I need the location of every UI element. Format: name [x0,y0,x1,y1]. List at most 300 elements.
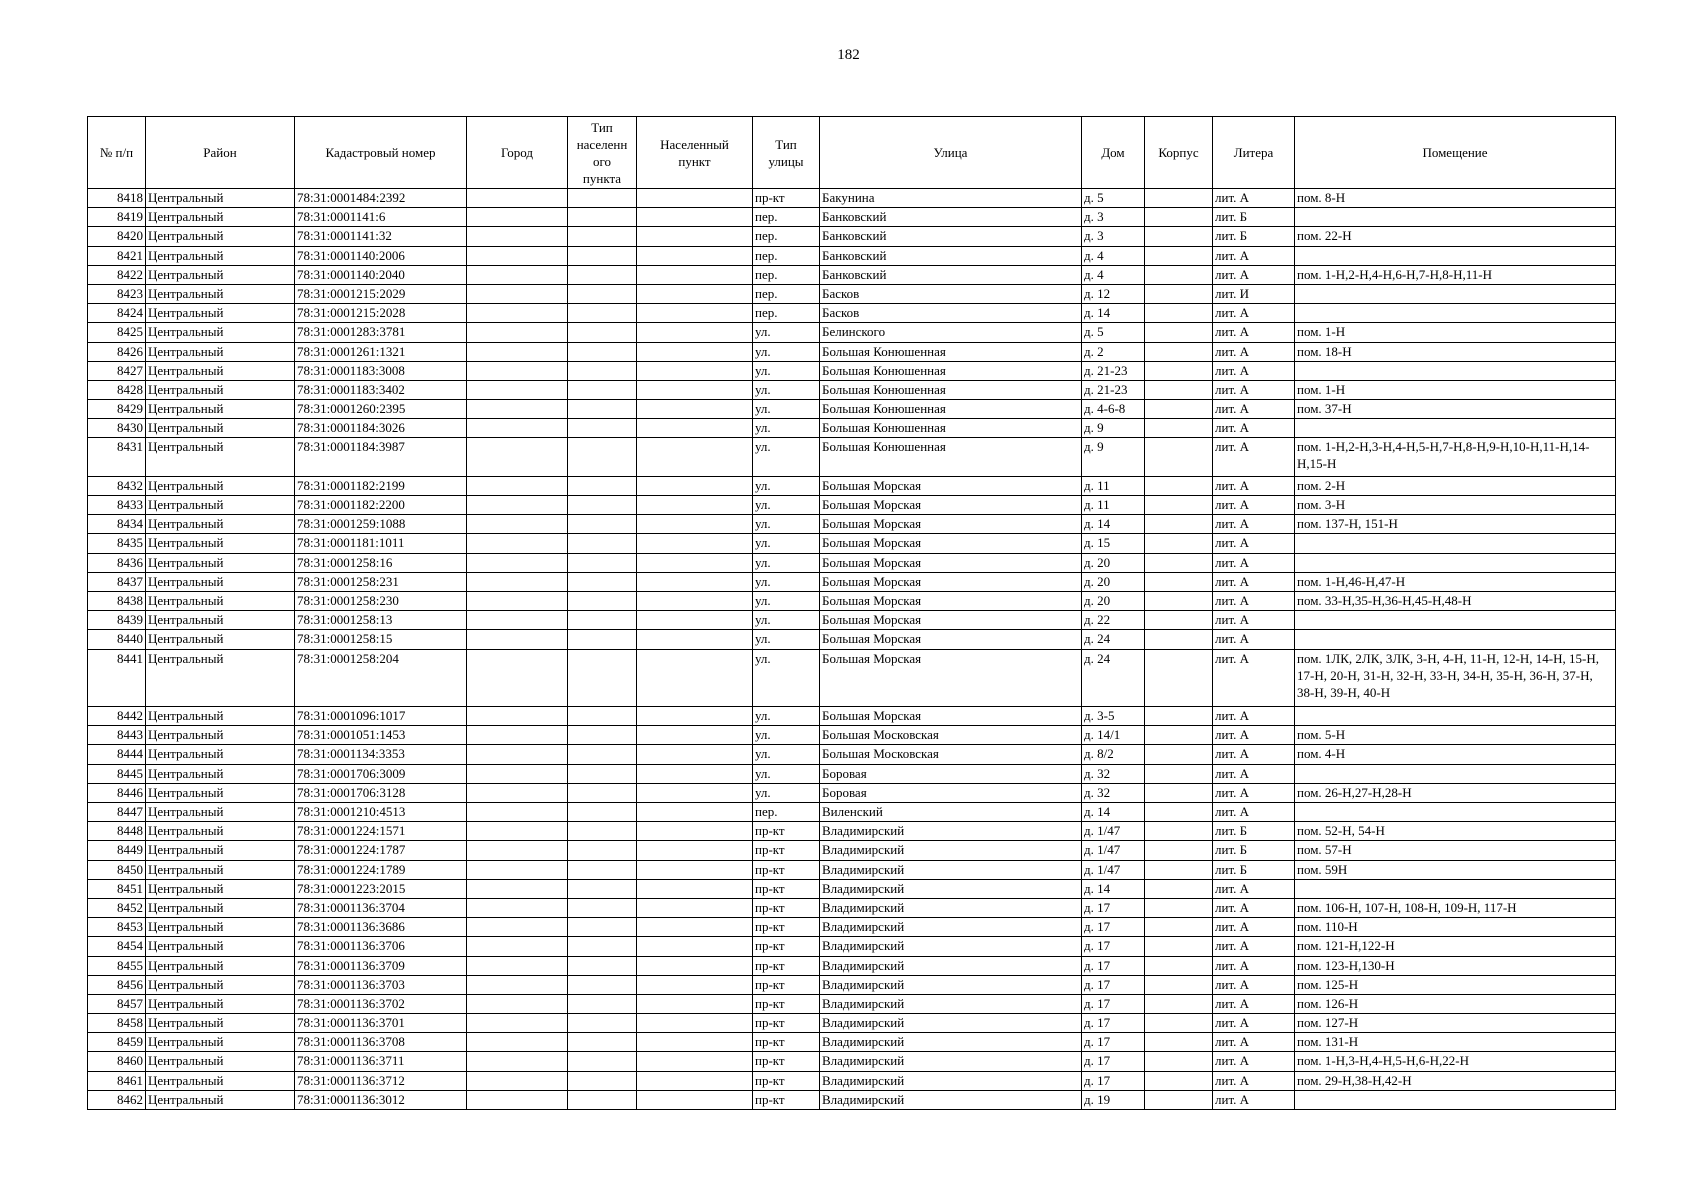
cell-letter: лит. А [1213,342,1295,361]
cell-building [1145,1071,1213,1090]
cell-settlement-type [568,1052,637,1071]
cell-street-type: пр-кт [753,1071,820,1090]
cell-district: Центральный [146,572,295,591]
cell-house: д. 12 [1082,284,1145,303]
cell-cadastral-number: 78:31:0001136:3702 [295,994,467,1013]
cell-row-number: 8455 [88,956,146,975]
table-row [88,476,1616,495]
cell-city [467,1014,568,1033]
cell-settlement-type [568,1014,637,1033]
cell-premises: пом. 1-Н,46-Н,47-Н [1295,572,1616,591]
cell-settlement [637,304,753,323]
cell-row-number: 8449 [88,841,146,860]
cell-street: Белинского [820,323,1082,342]
cell-house: д. 17 [1082,1014,1145,1033]
cell-house: д. 14 [1082,879,1145,898]
cell-premises: пом. 126-Н [1295,994,1616,1013]
cell-settlement [637,918,753,937]
cell-cadastral-number: 78:31:0001224:1787 [295,841,467,860]
cell-row-number: 8441 [88,649,146,707]
cell-building [1145,879,1213,898]
cell-street: Владимирский [820,994,1082,1013]
cell-house: д. 14 [1082,304,1145,323]
cell-letter: лит. А [1213,553,1295,572]
cell-building [1145,841,1213,860]
cell-premises: пом. 1-Н,2-Н,4-Н,6-Н,7-Н,8-Н,11-Н [1295,265,1616,284]
cell-street: Большая Морская [820,515,1082,534]
header-row [88,117,1616,189]
cell-district: Центральный [146,745,295,764]
cell-row-number: 8434 [88,515,146,534]
cell-street: Большая Морская [820,630,1082,649]
cell-district: Центральный [146,994,295,1013]
cell-district: Центральный [146,361,295,380]
cell-building [1145,649,1213,707]
header-street: Улица [820,117,1082,189]
cell-city [467,1090,568,1109]
cell-row-number: 8459 [88,1033,146,1052]
cell-cadastral-number: 78:31:0001181:1011 [295,534,467,553]
cell-city [467,189,568,208]
cell-house: д. 8/2 [1082,745,1145,764]
cell-settlement-type [568,879,637,898]
cell-city [467,707,568,726]
cell-cadastral-number: 78:31:0001183:3402 [295,380,467,399]
cell-street-type: ул. [753,553,820,572]
cell-district: Центральный [146,419,295,438]
cell-city [467,553,568,572]
cell-street-type: пер. [753,265,820,284]
cell-letter: лит. А [1213,380,1295,399]
header-letter: Литера [1213,117,1295,189]
cell-street-type: пр-кт [753,994,820,1013]
cell-district: Центральный [146,1033,295,1052]
cell-letter: лит. А [1213,803,1295,822]
cell-cadastral-number: 78:31:0001136:3703 [295,975,467,994]
header-district: Район [146,117,295,189]
cell-settlement [637,284,753,303]
table-row [88,918,1616,937]
cell-premises: пом. 106-Н, 107-Н, 108-Н, 109-Н, 117-Н [1295,898,1616,917]
cell-settlement-type [568,361,637,380]
cell-building [1145,783,1213,802]
cell-premises: пом. 110-Н [1295,918,1616,937]
cell-row-number: 8433 [88,496,146,515]
cell-house: д. 22 [1082,611,1145,630]
cell-district: Центральный [146,284,295,303]
cell-cadastral-number: 78:31:0001051:1453 [295,726,467,745]
cell-settlement-type [568,803,637,822]
cell-district: Центральный [146,342,295,361]
cell-house: д. 1/47 [1082,822,1145,841]
cell-letter: лит. А [1213,649,1295,707]
cell-settlement [637,1014,753,1033]
cell-letter: лит. А [1213,189,1295,208]
cell-letter: лит. А [1213,918,1295,937]
cell-cadastral-number: 78:31:0001136:3708 [295,1033,467,1052]
cell-settlement [637,803,753,822]
cell-row-number: 8437 [88,572,146,591]
cell-cadastral-number: 78:31:0001096:1017 [295,707,467,726]
cell-settlement-type [568,841,637,860]
cell-row-number: 8457 [88,994,146,1013]
cell-street: Владимирский [820,918,1082,937]
cell-settlement-type [568,208,637,227]
cell-settlement-type [568,1090,637,1109]
cell-city [467,994,568,1013]
cell-city [467,246,568,265]
cell-letter: лит. А [1213,745,1295,764]
cell-street-type: пр-кт [753,879,820,898]
cell-street-type: пр-кт [753,1090,820,1109]
cell-settlement-type [568,822,637,841]
cell-settlement [637,246,753,265]
cell-settlement [637,745,753,764]
cell-city [467,284,568,303]
cell-building [1145,361,1213,380]
cell-settlement-type [568,707,637,726]
cell-house: д. 17 [1082,1052,1145,1071]
cell-settlement-type [568,323,637,342]
cell-street: Банковский [820,265,1082,284]
cell-street: Большая Конюшенная [820,342,1082,361]
cell-city [467,726,568,745]
table-row [88,189,1616,208]
cell-premises: пом. 137-Н, 151-Н [1295,515,1616,534]
cell-premises: пом. 22-Н [1295,227,1616,246]
cell-street: Большая Конюшенная [820,361,1082,380]
cell-premises: пом. 59Н [1295,860,1616,879]
cell-cadastral-number: 78:31:0001141:32 [295,227,467,246]
cell-city [467,476,568,495]
cell-house: д. 3 [1082,208,1145,227]
cell-city [467,879,568,898]
table-row [88,707,1616,726]
cell-letter: лит. Б [1213,227,1295,246]
cell-cadastral-number: 78:31:0001136:3686 [295,918,467,937]
table-row [88,1052,1616,1071]
cell-premises: пом. 1-Н,3-Н,4-Н,5-Н,6-Н,22-Н [1295,1052,1616,1071]
cell-city [467,803,568,822]
cell-premises: пом. 125-Н [1295,975,1616,994]
cell-city [467,419,568,438]
cell-street: Большая Морская [820,553,1082,572]
cell-district: Центральный [146,380,295,399]
table-row [88,496,1616,515]
cell-street-type: ул. [753,764,820,783]
cell-street: Большая Морская [820,496,1082,515]
cell-row-number: 8456 [88,975,146,994]
cell-row-number: 8443 [88,726,146,745]
cell-city [467,534,568,553]
header-city: Город [467,117,568,189]
cell-settlement [637,400,753,419]
cell-settlement-type [568,284,637,303]
cell-street: Боровая [820,783,1082,802]
cell-house: д. 17 [1082,898,1145,917]
cell-settlement [637,956,753,975]
cell-premises [1295,208,1616,227]
cell-street: Большая Конюшенная [820,438,1082,476]
cell-district: Центральный [146,553,295,572]
cell-row-number: 8432 [88,476,146,495]
cell-settlement-type [568,534,637,553]
cell-street: Басков [820,304,1082,323]
cell-row-number: 8435 [88,534,146,553]
cell-row-number: 8458 [88,1014,146,1033]
table-row [88,649,1616,707]
cell-row-number: 8438 [88,591,146,610]
cell-building [1145,438,1213,476]
cell-letter: лит. Б [1213,841,1295,860]
cell-letter: лит. А [1213,591,1295,610]
cell-district: Центральный [146,227,295,246]
cell-house: д. 17 [1082,918,1145,937]
table-row [88,591,1616,610]
cell-house: д. 17 [1082,937,1145,956]
header-cadastral-number: Кадастровый номер [295,117,467,189]
table-row [88,822,1616,841]
table-row [88,323,1616,342]
cell-row-number: 8436 [88,553,146,572]
cell-settlement-type [568,265,637,284]
table-row [88,630,1616,649]
table-row [88,1090,1616,1109]
cell-cadastral-number: 78:31:0001182:2199 [295,476,467,495]
cell-street: Большая Морская [820,591,1082,610]
cell-letter: лит. А [1213,879,1295,898]
cell-house: д. 4 [1082,265,1145,284]
cell-house: д. 21-23 [1082,361,1145,380]
cell-house: д. 17 [1082,1071,1145,1090]
cell-district: Центральный [146,515,295,534]
cell-settlement [637,1071,753,1090]
cell-cadastral-number: 78:31:0001136:3012 [295,1090,467,1109]
table-row [88,726,1616,745]
cell-building [1145,1052,1213,1071]
cell-settlement-type [568,438,637,476]
cell-letter: лит. А [1213,764,1295,783]
cell-building [1145,342,1213,361]
cell-house: д. 24 [1082,630,1145,649]
cell-building [1145,726,1213,745]
cell-building [1145,189,1213,208]
cell-building [1145,265,1213,284]
cell-row-number: 8424 [88,304,146,323]
cell-settlement [637,227,753,246]
cell-settlement-type [568,994,637,1013]
cell-letter: лит. Б [1213,822,1295,841]
cell-street-type: ул. [753,380,820,399]
cell-premises [1295,284,1616,303]
cell-district: Центральный [146,822,295,841]
cell-street-type: пр-кт [753,975,820,994]
cell-house: д. 17 [1082,975,1145,994]
cell-house: д. 4-6-8 [1082,400,1145,419]
cell-city [467,208,568,227]
cell-house: д. 1/47 [1082,860,1145,879]
cell-letter: лит. А [1213,265,1295,284]
table-row [88,783,1616,802]
cell-street-type: ул. [753,630,820,649]
cell-street-type: пер. [753,803,820,822]
cell-settlement-type [568,1071,637,1090]
cell-house: д. 19 [1082,1090,1145,1109]
cell-city [467,841,568,860]
cell-house: д. 5 [1082,189,1145,208]
cell-district: Центральный [146,323,295,342]
cell-letter: лит. А [1213,515,1295,534]
cell-settlement-type [568,764,637,783]
table-row [88,879,1616,898]
cell-building [1145,227,1213,246]
cell-premises: пом. 29-Н,38-Н,42-Н [1295,1071,1616,1090]
cell-row-number: 8454 [88,937,146,956]
cell-row-number: 8420 [88,227,146,246]
cell-row-number: 8422 [88,265,146,284]
cell-letter: лит. А [1213,783,1295,802]
cell-city [467,975,568,994]
cell-settlement [637,380,753,399]
cell-letter: лит. А [1213,323,1295,342]
cell-settlement [637,898,753,917]
cell-house: д. 4 [1082,246,1145,265]
cell-street-type: ул. [753,649,820,707]
cell-premises [1295,534,1616,553]
cell-city [467,515,568,534]
cell-settlement-type [568,726,637,745]
cell-settlement [637,419,753,438]
cell-settlement [637,1052,753,1071]
cell-settlement [637,879,753,898]
cell-street: Владимирский [820,1090,1082,1109]
cell-premises [1295,553,1616,572]
cell-building [1145,975,1213,994]
cell-row-number: 8442 [88,707,146,726]
cell-street-type: ул. [753,572,820,591]
cell-district: Центральный [146,304,295,323]
cell-letter: лит. А [1213,1052,1295,1071]
cell-city [467,572,568,591]
cell-street-type: ул. [753,726,820,745]
table-row [88,841,1616,860]
cell-building [1145,553,1213,572]
cell-premises: пом. 2-Н [1295,476,1616,495]
cell-row-number: 8419 [88,208,146,227]
cell-cadastral-number: 78:31:0001182:2200 [295,496,467,515]
cell-street: Большая Морская [820,534,1082,553]
cell-street-type: пер. [753,304,820,323]
cell-house: д. 14 [1082,803,1145,822]
cell-settlement-type [568,189,637,208]
table-row [88,265,1616,284]
cell-city [467,898,568,917]
cell-settlement-type [568,496,637,515]
cell-house: д. 17 [1082,1033,1145,1052]
cell-city [467,304,568,323]
cell-city [467,400,568,419]
cell-district: Центральный [146,400,295,419]
table-row [88,994,1616,1013]
cell-street: Владимирский [820,860,1082,879]
cell-street: Владимирский [820,937,1082,956]
cell-house: д. 5 [1082,323,1145,342]
cell-row-number: 8423 [88,284,146,303]
cell-building [1145,860,1213,879]
cell-district: Центральный [146,1052,295,1071]
cell-settlement-type [568,975,637,994]
cell-street: Боровая [820,764,1082,783]
cell-cadastral-number: 78:31:0001258:204 [295,649,467,707]
cell-district: Центральный [146,189,295,208]
cell-premises: пом. 1ЛК, 2ЛК, 3ЛК, 3-Н, 4-Н, 11-Н, 12-Н, 14-Н, 15-Н, 17-Н, 20-Н, 31-Н, 32-Н, 33-Н, 34-Н, 35-Н, 36-Н, 37-Н, 38-Н, 39-Н, 40-Н [1295,649,1616,707]
cell-city [467,361,568,380]
cell-city [467,380,568,399]
cell-premises: пом. 18-Н [1295,342,1616,361]
cell-building [1145,208,1213,227]
cell-district: Центральный [146,764,295,783]
table-row [88,400,1616,419]
cell-building [1145,1033,1213,1052]
table-row [88,284,1616,303]
cell-row-number: 8451 [88,879,146,898]
table-row [88,860,1616,879]
cell-city [467,438,568,476]
cell-row-number: 8439 [88,611,146,630]
cell-building [1145,707,1213,726]
cell-settlement-type [568,1033,637,1052]
table-row [88,1014,1616,1033]
cell-city [467,918,568,937]
table-row [88,227,1616,246]
cell-street-type: ул. [753,745,820,764]
cell-street-type: ул. [753,323,820,342]
cell-cadastral-number: 78:31:0001140:2040 [295,265,467,284]
cell-building [1145,246,1213,265]
cell-settlement-type [568,898,637,917]
table-row [88,1033,1616,1052]
cell-letter: лит. Б [1213,860,1295,879]
cell-building [1145,1090,1213,1109]
cell-premises: пом. 33-Н,35-Н,36-Н,45-Н,48-Н [1295,591,1616,610]
cell-letter: лит. А [1213,1071,1295,1090]
cell-row-number: 8430 [88,419,146,438]
cell-cadastral-number: 78:31:0001136:3701 [295,1014,467,1033]
cell-cadastral-number: 78:31:0001136:3709 [295,956,467,975]
cell-house: д. 9 [1082,438,1145,476]
cell-row-number: 8421 [88,246,146,265]
cell-district: Центральный [146,860,295,879]
cell-street-type: ул. [753,361,820,380]
table-row [88,611,1616,630]
cell-house: д. 20 [1082,553,1145,572]
cell-settlement-type [568,783,637,802]
cell-settlement [637,208,753,227]
cell-premises: пом. 1-Н,2-Н,3-Н,4-Н,5-Н,7-Н,8-Н,9-Н,10-Н,11-Н,14-Н,15-Н [1295,438,1616,476]
cell-letter: лит. А [1213,1014,1295,1033]
cell-district: Центральный [146,208,295,227]
cell-street: Большая Морская [820,572,1082,591]
table-row [88,898,1616,917]
table-row [88,975,1616,994]
cell-house: д. 9 [1082,419,1145,438]
cell-street: Владимирский [820,841,1082,860]
cell-row-number: 8447 [88,803,146,822]
cell-cadastral-number: 78:31:0001210:4513 [295,803,467,822]
table-row [88,342,1616,361]
cell-building [1145,591,1213,610]
cell-district: Центральный [146,476,295,495]
